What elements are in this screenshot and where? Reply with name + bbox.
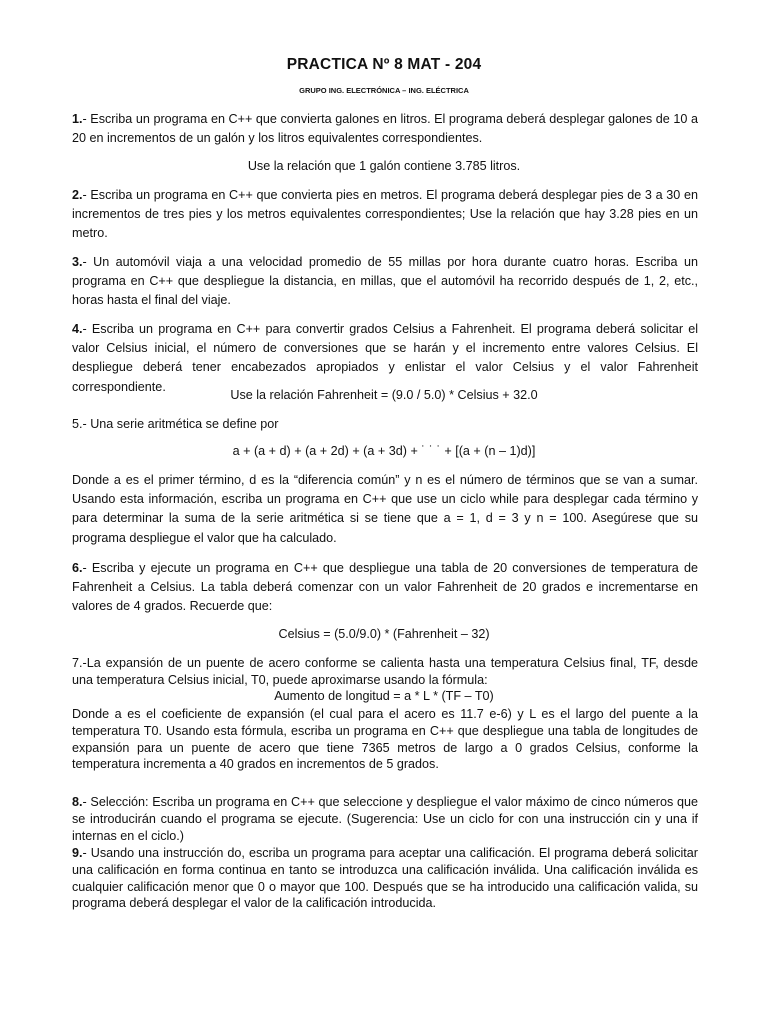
problem-5-intro: 5.- Una serie aritmética se define por xyxy=(72,417,279,431)
page-subtitle: GRUPO ING. ELECTRÓNICA – ING. ELÉCTRICA xyxy=(299,86,469,95)
problem-9 xyxy=(72,845,698,912)
problem-number: 3. xyxy=(72,255,83,269)
page-title: PRACTICA Nº 8 MAT - 204 xyxy=(286,56,482,73)
formula-celsius: Celsius = (5.0/9.0) * (Fahrenheit – 32) xyxy=(278,627,490,641)
problem-text: - Escriba un programa en C++ que convierta galones en litros. El programa deberá desplegar galones de 10 a 20 en incrementos de un galón y los litros equivalentes correspondientes. xyxy=(72,112,698,146)
problem-text: - Escriba un programa en C++ para convertir grados Celsius a Fahrenheit. El programa deberá solicitar el valor Celsius inicial, el número de conversiones que se harán y el incremento entre valores Celsius. El despliegue deberá tener encabezados apropiados y enlistar el valor Celsius y el valor Fahrenheit correspondiente. xyxy=(72,322,698,394)
problem-text: - Selección: Escriba un programa en C++ que seleccione y despliegue el valor máximo de cinco números que se introducirán cuando el programa se ejecute. (Sugerencia: Use un ciclo for con una instrucción cin y una if internas en el ciclo.) xyxy=(72,795,698,843)
problem-number: 2. xyxy=(72,188,83,202)
problem-1 xyxy=(72,110,698,148)
problem-7-body: Donde a es el coeficiente de expansión (el cual para el acero es 11.7 e-6) y L es el largo del puente a la temperatura T0. Usando esta fórmula, escriba un programa en C++ que despliegue una tabla de longitudes de expansión para un puente de acero que tiene 7365 metros de largo a 0 grados Celsius, conforme la temperatura incrementa a 40 grados en incrementos de 5 grados. xyxy=(72,707,698,772)
problem-5-body: Donde a es el primer término, d es la “diferencia común” y n es el número de términos que se van a sumar. Usando esta información, escriba un programa en C++ que use un ciclo while para desplegar cada término y para determinar la suma de la serie aritmética si se tiene que a = 1, d = 3 y n = 100. Asegúrese que su programa despliegue el valor que ha calculado. xyxy=(72,473,698,545)
problem-3 xyxy=(72,253,698,311)
formula-series: a + (a + d) + (a + 2d) + (a + 3d) + ˙ ˙ ˙ + [(a + (n – 1)d)] xyxy=(232,444,536,458)
problem-6 xyxy=(72,559,698,617)
problem-text: - Un automóvil viaja a una velocidad promedio de 55 millas por hora durante cuatro horas. Escriba un programa en C++ que despliegue la distancia, en millas, que el automóvil ha recorrido después de 1, 2, etc., horas hasta el final del viaje. xyxy=(72,255,698,308)
problem-number: 8. xyxy=(72,795,83,809)
problem-number: 9. xyxy=(72,846,83,860)
formula-expansion: Aumento de longitud = a * L * (TF – T0) xyxy=(274,689,494,703)
problem-8 xyxy=(72,794,698,844)
problem-number: 6. xyxy=(72,561,83,575)
problem-text: - Usando una instrucción do, escriba un programa para aceptar una calificación. El programa deberá solicitar una calificación en forma continua en tanto se introduzca una calificación inválida. Una calificación inválida es cualquier calificación menor que 0 o mayor que 100. Después que se ha introducido una calificación valida, su programa deberá desplegar el valor de la calificación introducida. xyxy=(72,846,698,911)
problem-2 xyxy=(72,186,698,244)
problem-text: - Escriba y ejecute un programa en C++ que despliegue una tabla de 20 conversiones de temperatura de Fahrenheit a Celsius. La tabla deberá comenzar con un valor Fahrenheit de 20 grados e incrementarse en valores de 4 grados. Recuerde que: xyxy=(72,561,698,614)
problem-number: 4. xyxy=(72,322,83,336)
formula-gallon: Use la relación que 1 galón contiene 3.785 litros. xyxy=(247,159,521,173)
problem-7-intro: 7.-La expansión de un puente de acero conforme se calienta hasta una temperatura Celsius final, TF, desde una temperatura Celsius inicial, T0, puede aproximarse usando la fórmula: xyxy=(72,656,698,687)
formula-fahrenheit: Use la relación Fahrenheit = (9.0 / 5.0) * Celsius + 32.0 xyxy=(230,388,538,402)
problem-number: 1. xyxy=(72,112,83,126)
problem-text: - Escriba un programa en C++ que convierta pies en metros. El programa deberá desplegar pies de 3 a 30 en incrementos de tres pies y los metros equivalentes correspondientes; Use la relación que hay 3.28 pies en un metro. xyxy=(72,188,698,241)
